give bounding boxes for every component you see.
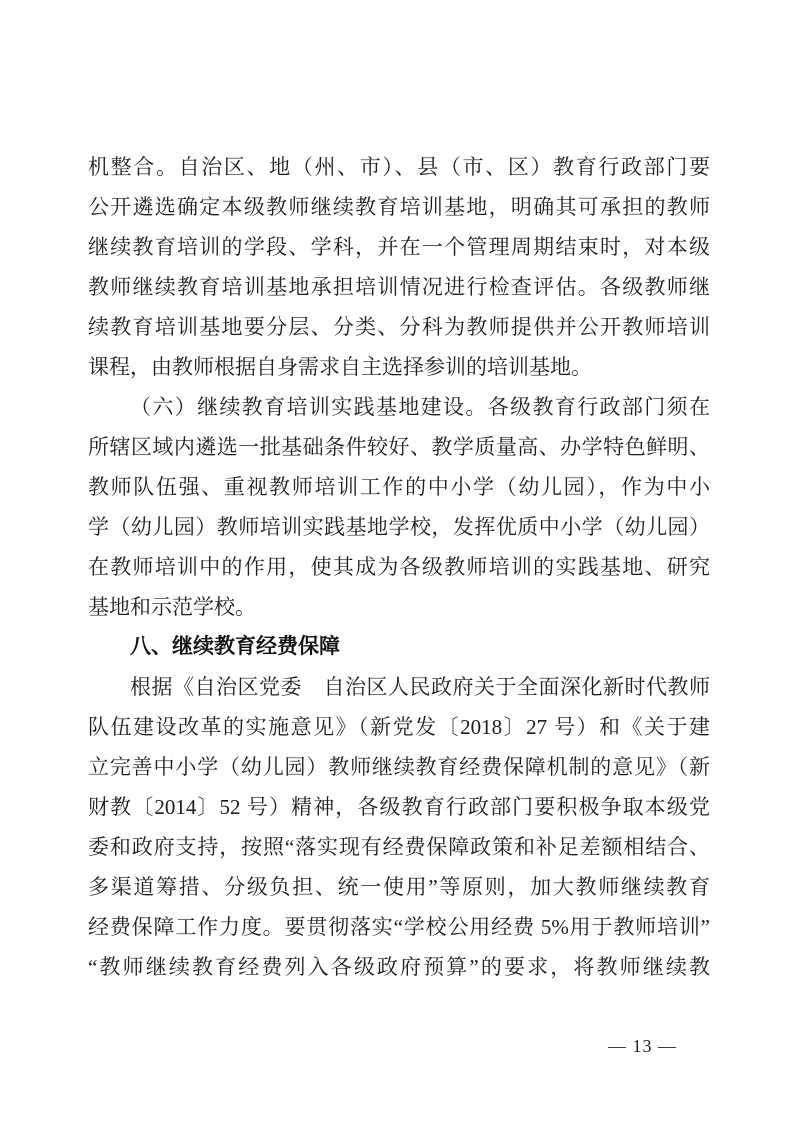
document-body bbox=[88, 147, 710, 987]
para-training-base-continuation bbox=[88, 147, 710, 387]
text-line: 根据《自治区党委 自治区人民政府关于全面深化新时代教师 bbox=[130, 675, 710, 699]
text-line: “教师继续教育经费列入各级政府预算”的要求，将教师继续教 bbox=[88, 955, 710, 979]
text-line: 学（幼儿园）教师培训实践基地学校，发挥优质中小学（幼儿园） bbox=[88, 515, 710, 539]
text-line: 继续教育培训的学段、学科，并在一个管理周期结束时，对本级 bbox=[88, 235, 710, 259]
text-line: 基地和示范学校。 bbox=[88, 595, 256, 619]
text-line: 教师继续教育培训基地承担培训情况进行检查评估。各级教师继 bbox=[88, 275, 710, 299]
text-line: 公开遴选确定本级教师继续教育培训基地，明确其可承担的教师 bbox=[88, 195, 710, 219]
text-line: 多渠道筹措、分级负担、统一使用”等原则，加大教师继续教育 bbox=[88, 875, 710, 899]
text-line: 委和政府支持，按照“落实现有经费保障政策和补足差额相结合、 bbox=[88, 835, 710, 859]
text-line: 在教师培训中的作用，使其成为各级教师培训的实践基地、研究 bbox=[88, 555, 710, 579]
para-section-6-practice-base bbox=[88, 387, 710, 627]
text-line: 队伍建设改革的实施意见》（新党发〔2018〕27 号）和《关于建 bbox=[88, 715, 710, 739]
heading-section-8-funding bbox=[88, 627, 710, 667]
text-line: 课程，由教师根据自身需求自主选择参训的培训基地。 bbox=[88, 355, 592, 379]
text-line: 八、继续教育经费保障 bbox=[130, 635, 340, 658]
page-footer bbox=[608, 1034, 677, 1058]
text-line: 财教〔2014〕52 号）精神，各级教育行政部门要积极争取本级党 bbox=[88, 795, 710, 819]
text-line: 立完善中小学（幼儿园）教师继续教育经费保障机制的意见》（新 bbox=[88, 755, 710, 779]
para-funding-guarantee bbox=[88, 667, 710, 987]
text-line: 机整合。自治区、地（州、市）、县（市、区）教育行政部门要 bbox=[88, 155, 710, 179]
page-number: — 13 — bbox=[608, 1036, 677, 1056]
text-line: （六）继续教育培训实践基地建设。各级教育行政部门须在 bbox=[130, 395, 710, 419]
text-line: 续教育培训基地要分层、分类、分科为教师提供并公开教师培训 bbox=[88, 315, 710, 339]
text-line: 教师队伍强、重视教师培训工作的中小学（幼儿园），作为中小 bbox=[88, 475, 710, 499]
text-line: 经费保障工作力度。要贯彻落实“学校公用经费 5%用于教师培训” bbox=[88, 915, 710, 939]
text-line: 所辖区域内遴选一批基础条件较好、教学质量高、办学特色鲜明、 bbox=[88, 435, 710, 459]
